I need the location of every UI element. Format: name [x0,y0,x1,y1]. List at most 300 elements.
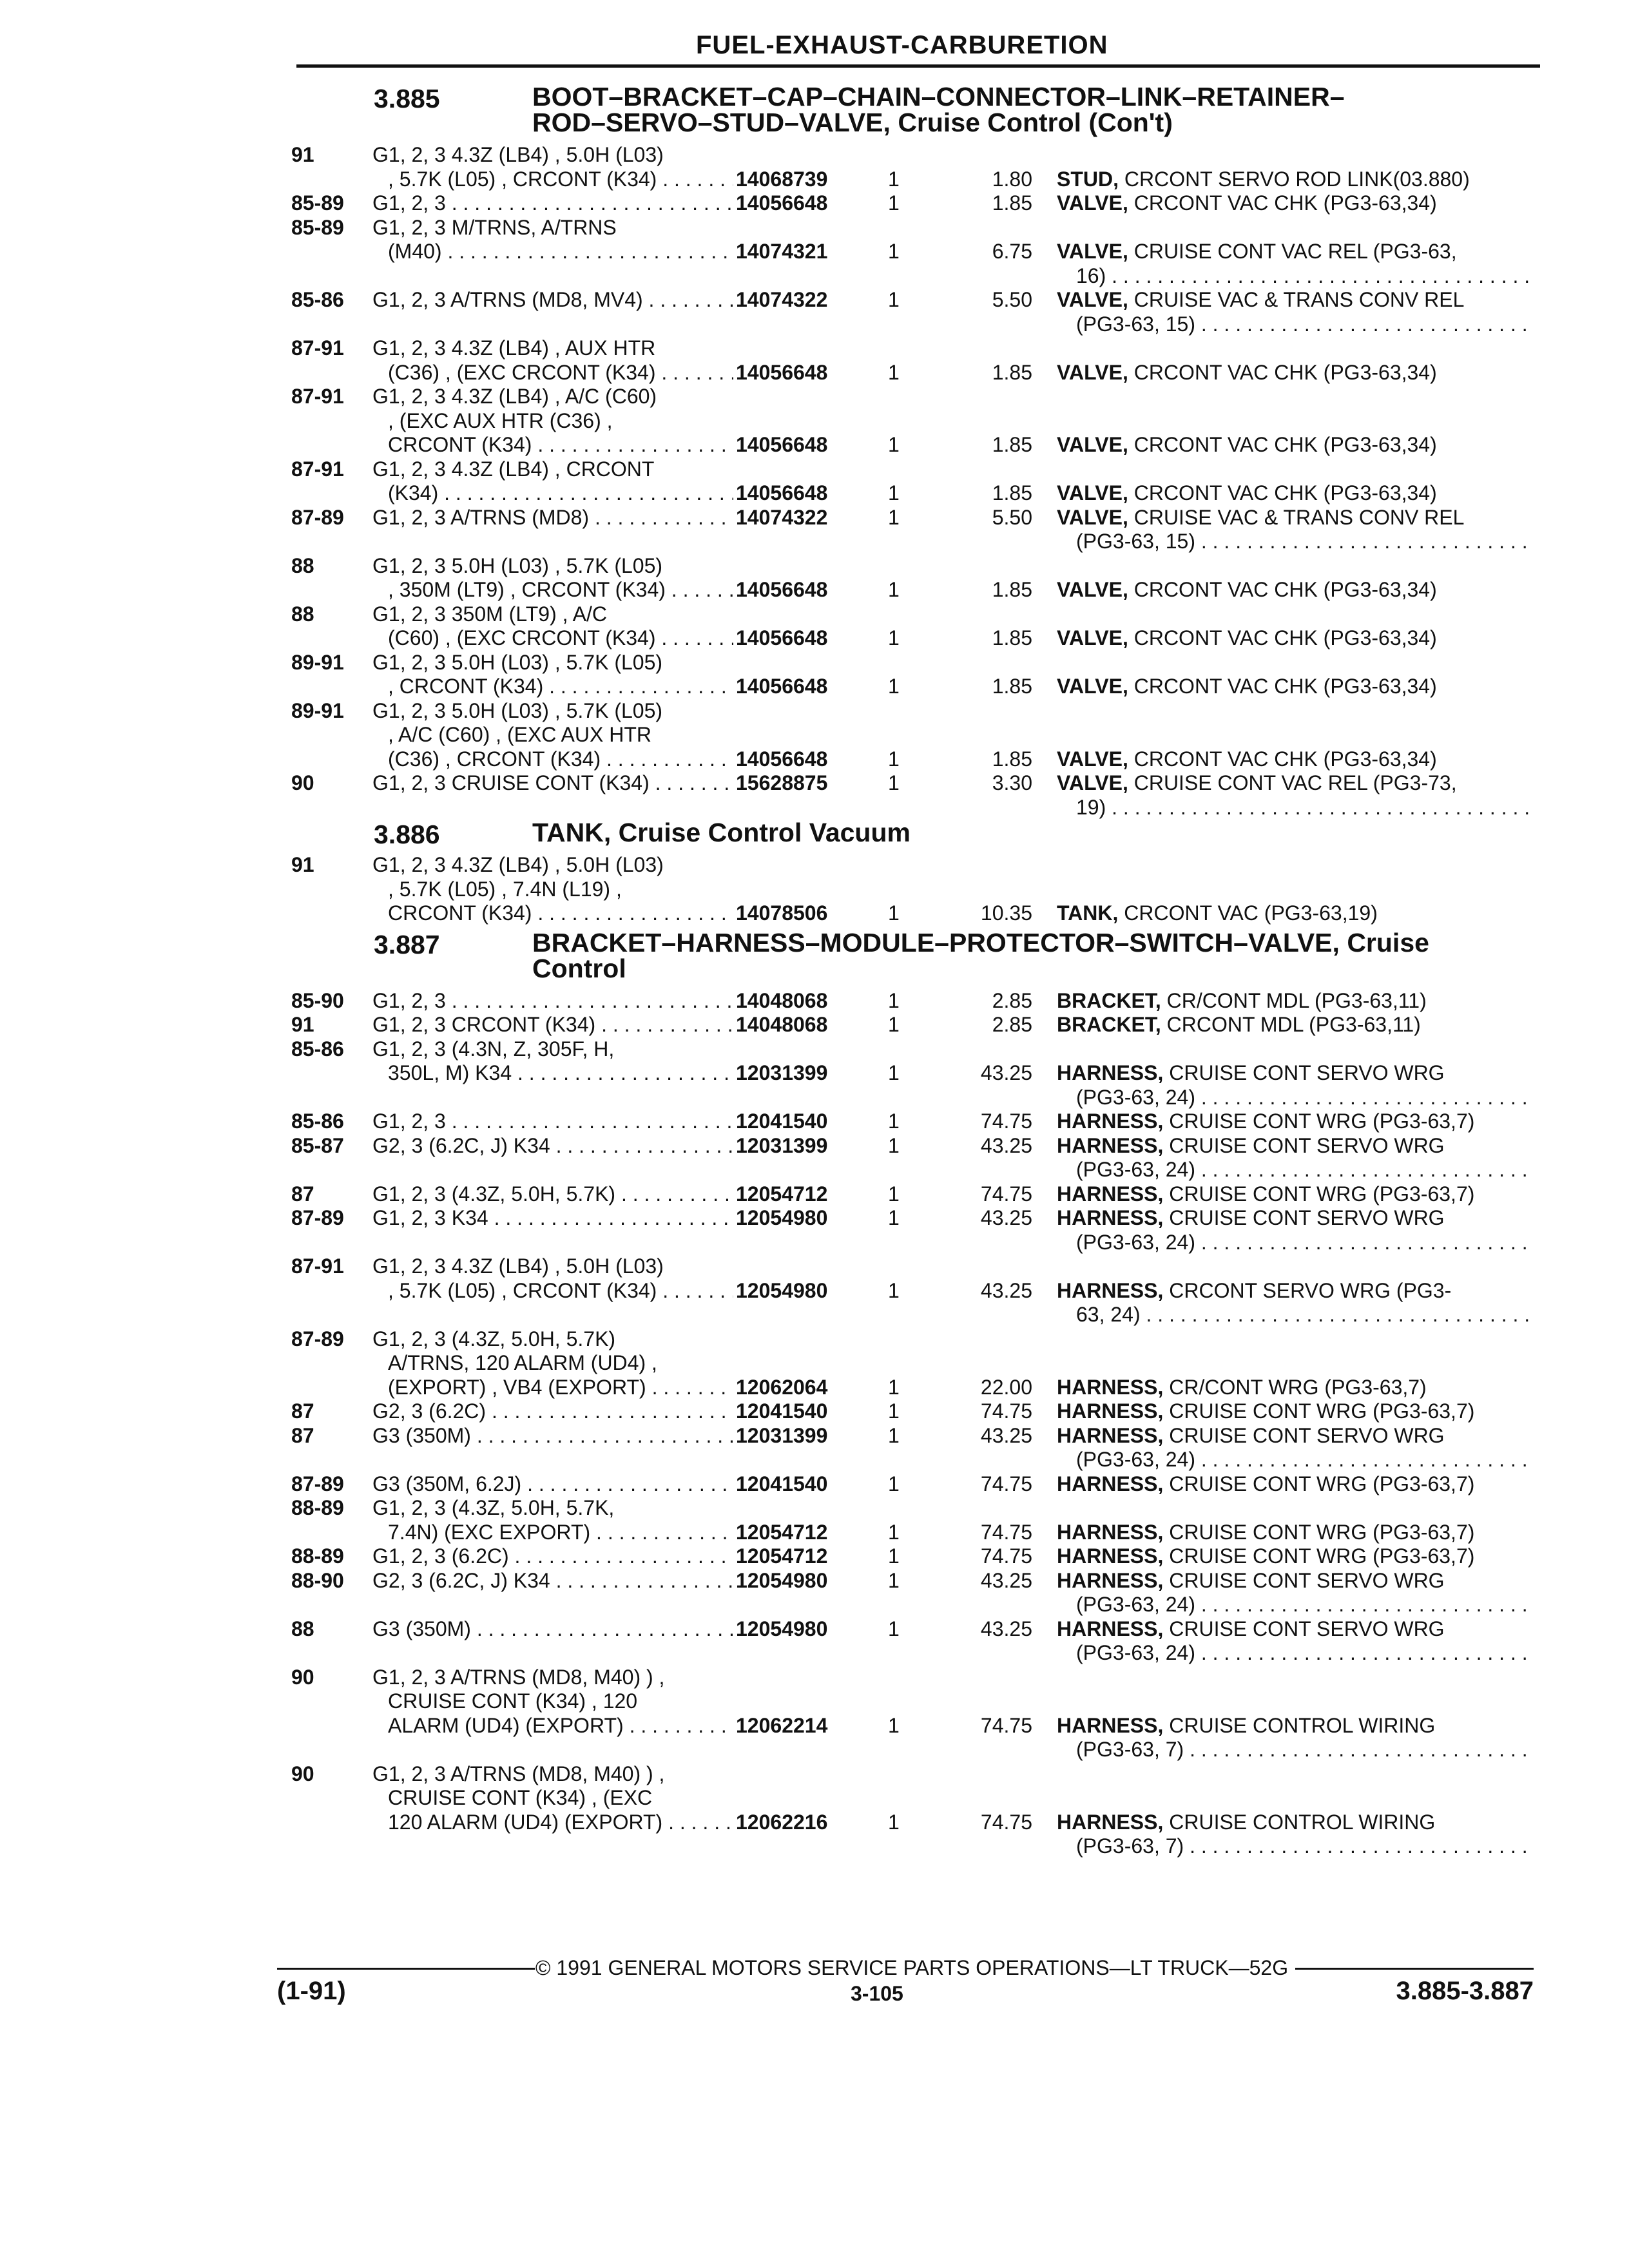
usage-text: G1, 2, 3 K34 [372,1206,488,1229]
usage-description [372,1399,733,1424]
usage-text: G1, 2, 3 (4.3Z, 5.0H, 5.7K) [372,1182,616,1206]
usage-line [372,989,733,1014]
usage-text: G1, 2, 3 5.0H (L03) , 5.7K (L05) [372,650,663,674]
quantity: 1 [888,1713,900,1737]
price: 43.25 [980,1568,1032,1592]
part-keyword: HARNESS, [1057,1544,1164,1568]
model-years: 91 [291,1013,314,1036]
usage-text: G1, 2, 3 350M (LT9) , A/C [372,602,607,626]
part-name-text: CRUISE CONTROL WIRING [1169,1713,1436,1737]
quantity: 1 [888,1544,900,1568]
part-number: 15628875 [736,771,828,794]
parts-row [0,602,1629,651]
usage-description [372,554,733,602]
part-name-line [1057,264,1534,289]
part-number: 14056648 [736,433,828,456]
part-keyword: VALVE, [1057,288,1128,311]
part-keyword: VALVE, [1057,433,1128,456]
model-years: 85-86 [291,288,344,311]
parts-row [0,989,1629,1014]
usage-text: (C36) , CRCONT (K34) [388,747,601,771]
price: 43.25 [980,1133,1032,1157]
usage-line [372,385,733,409]
part-name-line [1057,1279,1534,1303]
usage-line [372,506,733,530]
parts-row [0,1569,1629,1617]
model-years: 87-89 [291,1472,344,1495]
price: 1.85 [992,360,1032,384]
part-name-line [1057,901,1534,926]
price: 43.25 [980,1278,1032,1302]
part-name-line [1057,1593,1534,1617]
price: 1.85 [992,481,1032,505]
part-name-text: CRUISE CONT WRG (PG3-63,7) [1169,1182,1475,1206]
usage-line [372,675,733,699]
usage-text: G3 (350M, 6.2J) [372,1472,522,1495]
parts-row [0,771,1629,820]
usage-text: CRUISE CONT (K34) , (EXC [388,1786,653,1809]
quantity: 1 [888,1423,900,1447]
part-name-text: CRCONT MDL (PG3-63,11) [1166,1013,1421,1036]
part-name [1057,1714,1534,1762]
part-keyword: HARNESS, [1057,1278,1164,1302]
page-title: FUEL-EXHAUST-CARBURETION [696,31,1108,59]
part-name-text: CRCONT SERVO WRG (PG3- [1169,1278,1452,1302]
usage-text: G1, 2, 3 5.0H (L03) , 5.7K (L05) [372,698,663,722]
part-name-text: CRCONT VAC (PG3-63,19) [1124,901,1378,925]
usage-line [372,1399,733,1424]
usage-line [372,1134,733,1158]
quantity: 1 [888,771,900,794]
part-keyword: VALVE, [1057,747,1128,771]
part-keyword: TANK, [1057,901,1119,925]
quantity: 1 [888,1206,900,1229]
part-name-text: CRUISE CONT VAC REL (PG3-73, [1133,771,1457,794]
usage-text: G1, 2, 3 5.0H (L03) , 5.7K (L05) [372,553,663,577]
usage-description [372,651,733,699]
usage-line [372,602,733,627]
usage-line [372,1254,733,1279]
usage-line [372,1206,733,1231]
part-name-text: CRUISE CONT WRG (PG3-63,7) [1169,1520,1475,1544]
section-title-line: BRACKET–HARNESS–MODULE–PROTECTOR–SWITCH–VALVE, Cruise [532,927,1429,957]
usage-line [372,1521,733,1545]
usage-line [372,240,733,264]
section-heading [0,927,1629,989]
price: 74.75 [980,1472,1032,1495]
part-name-line [1057,1376,1534,1400]
footer-page-number: 3-105 [851,1982,903,2005]
usage-text: (C36) , (EXC CRCONT (K34) [388,360,656,384]
model-years: 88-89 [291,1544,344,1568]
part-name [1057,240,1534,288]
usage-text: , 350M (LT9) , CRCONT (K34) [388,578,666,601]
quantity: 1 [888,240,900,263]
usage-description [372,989,733,1014]
part-name-line [1057,312,1534,337]
model-years: 85-87 [291,1133,344,1157]
usage-text: G1, 2, 3 [372,191,446,215]
part-name-line [1057,1134,1534,1158]
parts-row [0,1424,1629,1472]
quantity: 1 [888,1520,900,1544]
usage-text: , (EXC AUX HTR (C36) , [388,408,613,432]
part-name-line [1057,1738,1534,1762]
price: 5.50 [992,288,1032,311]
part-number: 14056648 [736,578,828,601]
price: 1.85 [992,191,1032,215]
part-number: 14056648 [736,360,828,384]
part-number: 12062064 [736,1375,828,1399]
part-name-text: (PG3-63, 15) [1076,312,1195,336]
footer-section-range: 3.885-3.887 [1396,1977,1534,2005]
part-keyword: VALVE, [1057,675,1128,698]
price: 1.85 [992,626,1032,649]
part-name [1057,771,1534,820]
section-title-line: BOOT–BRACKET–CAP–CHAIN–CONNECTOR–LINK–RETAINER– [532,82,1345,111]
part-name [1057,1617,1534,1666]
usage-line [372,1762,733,1787]
part-name-text: CRUISE CONT SERVO WRG [1169,1423,1445,1447]
usage-text: CRCONT (K34) [388,433,532,456]
usage-text: G1, 2, 3 (4.3N, Z, 305F, H, [372,1037,615,1061]
part-name-line [1057,1834,1534,1859]
parts-row [0,191,1629,216]
part-name-line [1057,1061,1534,1086]
usage-description [372,1762,733,1835]
part-number: 12041540 [736,1110,828,1133]
usage-line [372,878,733,902]
part-name-line [1057,1811,1534,1835]
model-years: 87-89 [291,1206,344,1229]
part-name-line [1057,433,1534,457]
usage-text: G1, 2, 3 A/TRNS (MD8, M40) ) , [372,1762,665,1785]
usage-text: G2, 3 (6.2C, J) K34 [372,1133,550,1157]
usage-line [372,771,733,796]
part-name [1057,1424,1534,1472]
usage-description [372,1182,733,1207]
usage-line [372,1811,733,1835]
part-keyword: HARNESS, [1057,1110,1164,1133]
usage-line [372,626,733,651]
price: 1.85 [992,433,1032,456]
quantity: 1 [888,1061,900,1084]
part-name [1057,675,1534,699]
model-years: 85-90 [291,988,344,1012]
usage-description [372,1424,733,1448]
part-number: 12054980 [736,1278,828,1302]
model-years: 91 [291,143,314,166]
quantity: 1 [888,1399,900,1423]
model-years: 88 [291,1617,314,1640]
part-keyword: HARNESS, [1057,1617,1164,1640]
part-keyword: VALVE, [1057,578,1128,601]
part-name-line [1057,240,1534,264]
parts-row [0,457,1629,506]
part-name-text: CR/CONT MDL (PG3-63,11) [1166,988,1427,1012]
usage-description [372,1617,733,1642]
parts-row [0,651,1629,699]
parts-row [0,385,1629,457]
parts-row [0,1037,1629,1110]
price: 6.75 [992,240,1032,263]
parts-row [0,506,1629,554]
usage-text: G1, 2, 3 A/TRNS (MD8, MV4) [372,288,643,311]
usage-line [372,1110,733,1134]
part-name-line [1057,1303,1534,1327]
usage-text: (C60) , (EXC CRCONT (K34) [388,626,656,649]
part-name-text: CRUISE CONTROL WIRING [1169,1810,1436,1834]
model-years: 87-91 [291,457,344,481]
usage-line [372,361,733,385]
usage-line [372,1037,733,1062]
usage-description [372,336,733,385]
section-title-line: Control [532,953,626,983]
parts-row [0,1399,1629,1424]
part-name-line [1057,530,1534,554]
usage-text: G1, 2, 3 CRCONT (K34) [372,1013,596,1036]
part-keyword: VALVE, [1057,191,1128,215]
model-years: 87-91 [291,385,344,408]
quantity: 1 [888,1278,900,1302]
usage-line [372,1351,733,1376]
usage-line [372,481,733,506]
usage-line [372,747,733,772]
model-years: 87-89 [291,1327,344,1350]
usage-line [372,409,733,434]
part-name-line [1057,771,1534,796]
footer-rule-right [1295,1968,1534,1970]
price: 10.35 [980,901,1032,925]
usage-line [372,1279,733,1303]
quantity: 1 [888,433,900,456]
part-name [1057,433,1534,457]
part-number: 14056648 [736,747,828,771]
quantity: 1 [888,747,900,771]
part-name-line [1057,1521,1534,1545]
part-number: 14056648 [736,675,828,698]
model-years: 85-86 [291,1037,344,1061]
usage-text: G1, 2, 3 [372,1110,446,1133]
part-keyword: VALVE, [1057,771,1128,794]
usage-line [372,1786,733,1811]
usage-line [372,554,733,579]
price: 74.75 [980,1520,1032,1544]
part-name-line [1057,1424,1534,1448]
model-years: 85-89 [291,215,344,239]
part-name [1057,481,1534,506]
usage-text: G1, 2, 3 4.3Z (LB4) , CRCONT [372,457,655,481]
price: 2.85 [992,988,1032,1012]
usage-description [372,853,733,926]
section-title-line: TANK, Cruise Control Vacuum [532,818,911,847]
model-years: 87 [291,1182,314,1206]
part-keyword: HARNESS, [1057,1399,1164,1423]
model-years: 85-89 [291,191,344,215]
usage-text: G2, 3 (6.2C) [372,1399,487,1423]
parts-row [0,143,1629,191]
model-years: 91 [291,853,314,876]
part-name [1057,626,1534,651]
part-number: 12054980 [736,1568,828,1592]
part-number: 14048068 [736,988,828,1012]
model-years: 88-89 [291,1496,344,1519]
part-name-text: (PG3-63, 24) [1076,1448,1195,1471]
part-name-line [1057,288,1534,312]
quantity: 1 [888,988,900,1012]
part-name [1057,1376,1534,1400]
part-name-text: CRCONT VAC CHK (PG3-63,34) [1133,191,1437,215]
part-name-line [1057,1714,1534,1738]
footer-rule-left [277,1968,535,1970]
usage-text: G1, 2, 3 4.3Z (LB4) , 5.0H (L03) [372,853,664,876]
part-name-text: CRUISE CONT SERVO WRG [1169,1206,1445,1229]
usage-line [372,288,733,312]
usage-description [372,1254,733,1303]
usage-line [372,1376,733,1400]
part-name-line [1057,1544,1534,1569]
parts-row [0,554,1629,602]
part-number: 12041540 [736,1472,828,1495]
parts-row [0,1110,1629,1134]
usage-description [372,1544,733,1569]
quantity: 1 [888,360,900,384]
part-name [1057,1544,1534,1569]
usage-text: G1, 2, 3 (4.3Z, 5.0H, 5.7K, [372,1496,615,1519]
usage-text: , 5.7K (L05) , CRCONT (K34) [388,1278,657,1302]
usage-text: , A/C (C60) , (EXC AUX HTR [388,723,651,746]
quantity: 1 [888,578,900,601]
part-name [1057,989,1534,1014]
section-number: 3.885 [374,84,440,113]
part-name-line [1057,1158,1534,1182]
part-name [1057,168,1534,192]
usage-text: G1, 2, 3 4.3Z (LB4) , AUX HTR [372,336,656,360]
part-name-text: CRUISE CONT WRG (PG3-63,7) [1169,1399,1475,1423]
part-name-text: (PG3-63, 24) [1076,1085,1195,1109]
price: 3.30 [992,771,1032,794]
quantity: 1 [888,901,900,925]
usage-line [372,723,733,747]
price: 43.25 [980,1617,1032,1640]
part-name-line [1057,1231,1534,1255]
usage-line [372,1569,733,1593]
quantity: 1 [888,481,900,505]
part-number: 12054712 [736,1544,828,1568]
usage-line [372,1544,733,1569]
part-keyword: BRACKET, [1057,988,1161,1012]
usage-description [372,1327,733,1400]
parts-row [0,699,1629,772]
part-name-line [1057,1641,1534,1666]
part-name-line [1057,506,1534,530]
part-name-line [1057,1569,1534,1593]
part-name-text: (PG3-63, 24) [1076,1230,1195,1254]
quantity: 1 [888,1810,900,1834]
model-years: 89-91 [291,650,344,674]
usage-text: , 5.7K (L05) , 7.4N (L19) , [388,877,622,901]
section-title [532,820,1537,845]
usage-text: (K34) [388,481,439,505]
usage-line [372,1689,733,1714]
usage-text: G1, 2, 3 4.3Z (LB4) , A/C (C60) [372,385,657,408]
quantity: 1 [888,1110,900,1133]
usage-text: G1, 2, 3 CRUISE CONT (K34) [372,771,650,794]
usage-description [372,216,733,264]
footer-date-code: (1-91) [277,1977,346,2005]
quantity: 1 [888,1133,900,1157]
part-keyword: VALVE, [1057,481,1128,505]
part-name [1057,288,1534,336]
part-name-line [1057,361,1534,385]
usage-line [372,901,733,926]
model-years: 88-90 [291,1568,344,1592]
quantity: 1 [888,626,900,649]
part-keyword: HARNESS, [1057,1713,1164,1737]
price: 5.50 [992,505,1032,529]
part-name [1057,901,1534,926]
part-keyword: STUD, [1057,167,1119,191]
section-heading [0,820,1629,853]
part-name-line [1057,675,1534,699]
price: 74.75 [980,1544,1032,1568]
usage-line [372,853,733,878]
parts-row [0,1182,1629,1207]
part-name-text: (PG3-63, 7) [1076,1738,1184,1761]
part-number: 12054712 [736,1520,828,1544]
part-name [1057,1521,1534,1545]
price: 1.85 [992,747,1032,771]
part-name-text: (PG3-63, 24) [1076,1593,1195,1616]
part-name-line [1057,796,1534,820]
quantity: 1 [888,675,900,698]
part-name-text: CRUISE CONT SERVO WRG [1169,1568,1445,1592]
part-number: 14074322 [736,505,828,529]
model-years: 90 [291,1665,314,1689]
parts-row [0,288,1629,336]
usage-description [372,288,733,312]
part-number: 14056648 [736,626,828,649]
usage-line [372,1666,733,1690]
usage-line [372,1496,733,1521]
part-name-text: CRCONT SERVO ROD LINK(03.880) [1124,167,1470,191]
footer-copyright: © 1991 GENERAL MOTORS SERVICE PARTS OPERATIONS—LT TRUCK—52G [535,1956,1289,1979]
usage-line [372,1327,733,1352]
part-keyword: HARNESS, [1057,1206,1164,1229]
parts-row [0,1472,1629,1497]
usage-text: G1, 2, 3 [372,988,446,1012]
price: 74.75 [980,1110,1032,1133]
part-name-text: 16) [1076,264,1106,287]
usage-line [372,699,733,724]
model-years: 89-91 [291,698,344,722]
quantity: 1 [888,505,900,529]
part-name [1057,361,1534,385]
usage-description [372,385,733,457]
part-name [1057,1569,1534,1617]
part-number: 14056648 [736,481,828,505]
part-number: 12054980 [736,1206,828,1229]
usage-line [372,1424,733,1448]
usage-text: 120 ALARM (UD4) (EXPORT) . [388,1810,674,1834]
part-name-line [1057,626,1534,651]
part-number: 14056648 [736,191,828,215]
part-name-text: CRCONT VAC CHK (PG3-63,34) [1133,360,1437,384]
usage-text: (EXPORT) , VB4 (EXPORT) [388,1375,646,1399]
part-name [1057,747,1534,772]
model-years: 87-91 [291,336,344,360]
usage-description [372,1013,733,1037]
